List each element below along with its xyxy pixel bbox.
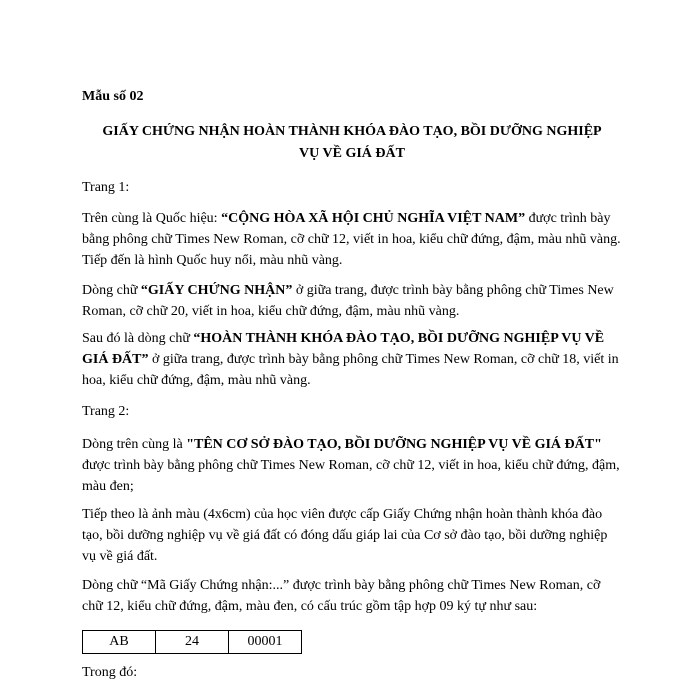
paragraph-bold: "TÊN CƠ SỞ ĐÀO TẠO, BỒI DƯỠNG NGHIỆP VỤ VỀ GIÁ ĐẤT" [186, 437, 602, 452]
document-title [82, 121, 622, 165]
table-cell-prefix: AB [83, 631, 156, 654]
table-cell-year: 24 [156, 631, 229, 654]
paragraph-text: ở giữa trang, được trình bày bằng phông chữ Times New Roman, cỡ chữ 20, viết in hoa, kiểu chữ đứng, đậm, màu nhũ vàng. [82, 283, 614, 319]
paragraph-text: ở giữa trang, được trình bày bằng phông chữ Times New Roman, cỡ chữ 18, viết in hoa, kiểu chữ đứng, đậm, màu nhũ vàng. [82, 352, 619, 388]
paragraph-photo: Tiếp theo là ảnh màu (4x6cm) của học viên được cấp Giấy Chứng nhận hoàn thành khóa đào tạo, bồi dưỡng nghiệp vụ về giá đất có đóng dấu giáp lai của Cơ sở đào tạo, bồi dưỡng nghiệp vụ về giá đất. [82, 507, 608, 564]
paragraph-text: Sau đó là dòng chữ [82, 331, 194, 346]
table-row [83, 631, 302, 654]
paragraph-text: Dòng trên cùng là [82, 437, 187, 452]
paragraph-institution-name [82, 434, 622, 497]
paragraph-bold: “CỘNG HÒA XÃ HỘI CHỦ NGHĨA VIỆT NAM” [221, 211, 526, 226]
table-cell-serial: 00001 [229, 631, 302, 654]
page1-heading: Trang 1: [82, 180, 130, 195]
page2-heading: Trang 2: [82, 404, 130, 419]
paragraph-bold: “HOÀN THÀNH KHÓA ĐÀO TẠO, BỒI DƯỠNG NGHIỆP VỤ VỀ GIÁ ĐẤT” [82, 331, 605, 367]
paragraph-text: Trên cùng là Quốc hiệu: [82, 211, 222, 226]
paragraph-certificate-label [82, 280, 622, 322]
title-line-2: VỤ VỀ GIÁ ĐẤT [299, 146, 405, 161]
paragraph-text: Dòng chữ [82, 283, 141, 298]
paragraph-text: được trình bày bằng phông chữ Times New Roman, cỡ chữ 12, viết in hoa, kiểu chữ đứng, đậm, màu đen; [82, 458, 620, 494]
paragraph-completion-line [82, 328, 622, 391]
code-structure-table [82, 630, 302, 654]
paragraph-certificate-code: Dòng chữ “Mã Giấy Chứng nhận:...” được trình bày bằng phông chữ Times New Roman, cỡ chữ 12, kiểu chữ đứng, đậm, màu đen, có cấu trúc gồm tập hợp 09 ký tự như sau: [82, 578, 601, 614]
title-line-1: GIẤY CHỨNG NHẬN HOÀN THÀNH KHÓA ĐÀO TẠO, BỒI DƯỠNG NGHIỆP [102, 124, 602, 139]
paragraph-bold: “GIẤY CHỨNG NHẬN” [140, 283, 293, 298]
paragraph-text: được trình bày bằng phông chữ Times New Roman, cỡ chữ 12, viết in hoa, kiểu chữ đứng, đậm, màu nhũ vàng. Tiếp đến là hình Quốc huy nổi, màu nhũ vàng. [82, 211, 621, 268]
trong-do-label: Trong đó: [82, 665, 138, 680]
form-number: Mẫu số 02 [82, 89, 144, 104]
paragraph-national-title [82, 208, 622, 271]
